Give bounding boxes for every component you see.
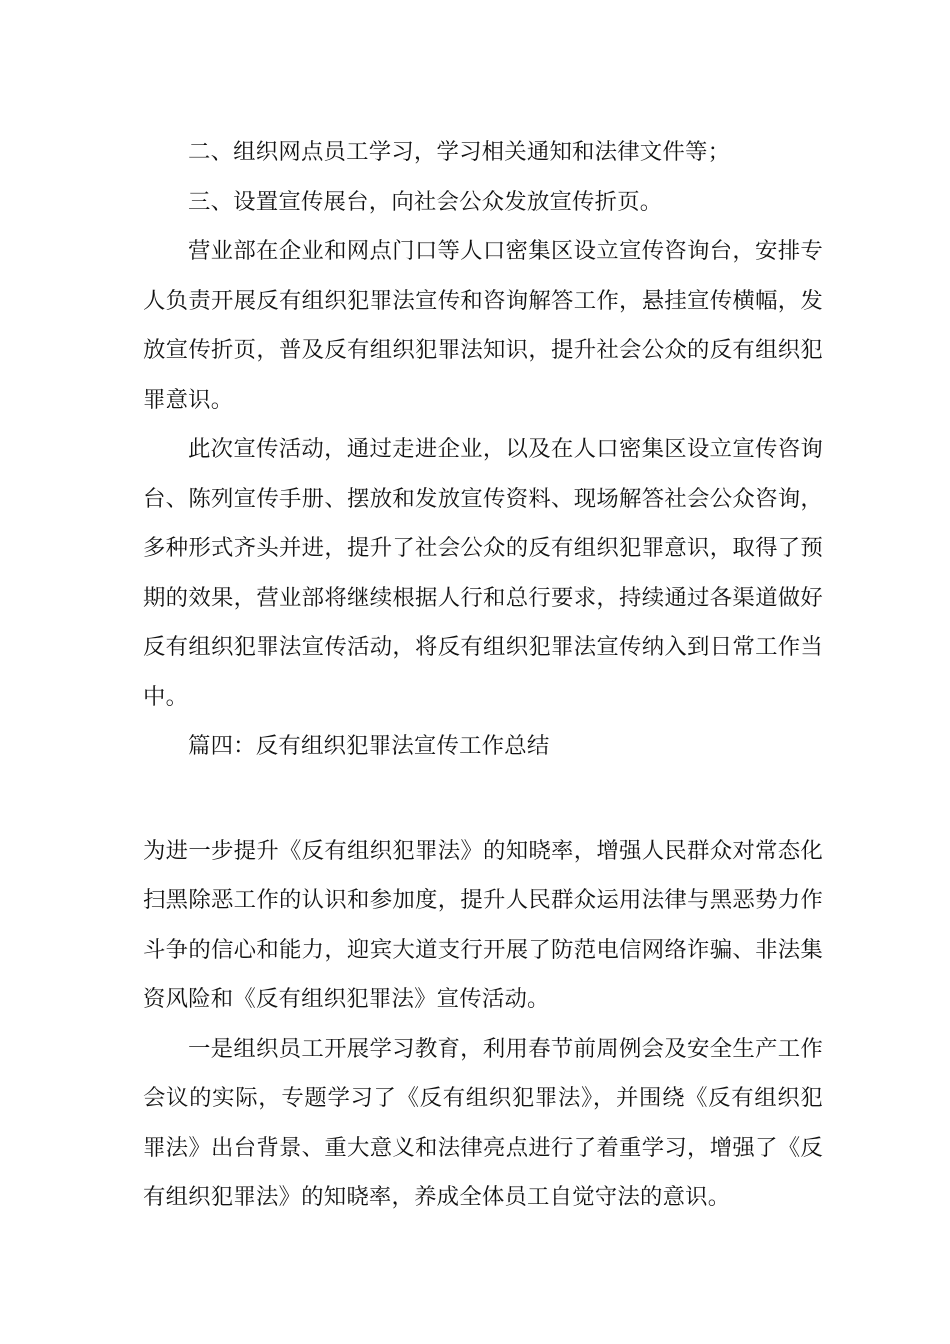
paragraph-campaign-summary: 此次宣传活动，通过走进企业，以及在人口密集区设立宣传咨询台、陈列宣传手册、摆放和发放宣传资料、现场解答社会公众咨询，多种形式齐头并进，提升了社会公众的反有组织犯罪意识，取得了预期的效果，营业部将继续根据人行和总行要求，持续通过各渠道做好反有组织犯罪法宣传活动，将反有组织犯罪法宣传纳入到日常工作当中。 xyxy=(143,436,823,710)
document-body xyxy=(143,128,823,1223)
paragraph-item-two: 二、组织网点员工学习，学习相关通知和法律文件等； xyxy=(188,139,731,165)
paragraph-intro: 为进一步提升《反有组织犯罪法》的知晓率，增强人民群众对常态化扫黑除恶工作的认识和参加度，提升人民群众运用法律与黑恶势力作斗争的信心和能力，迎宾大道支行开展了防范电信网络诈骗、非法集资风险和《反有组织犯罪法》宣传活动。 xyxy=(143,837,823,1012)
section-spacer xyxy=(143,772,823,827)
paragraph-item-three: 三、设置宣传展台，向社会公众发放宣传折页。 xyxy=(188,188,663,215)
section-heading: 篇四：反有组织犯罪法宣传工作总结 xyxy=(188,733,550,759)
paragraph-business-department: 营业部在企业和网点门口等人口密集区设立宣传咨询台，安排专人负责开展反有组织犯罪法宣传和咨询解答工作，悬挂宣传横幅，发放宣传折页，普及反有组织犯罪法知识，提升社会公众的反有组织犯罪意识。 xyxy=(143,238,823,413)
paragraph-first-measure: 一是组织员工开展学习教育，利用春节前周例会及安全生产工作会议的实际，专题学习了《反有组织犯罪法》，并围绕《反有组织犯罪法》出台背景、重大意义和法律亮点进行了着重学习，增强了《反有组织犯罪法》的知晓率，养成全体员工自觉守法的意识。 xyxy=(143,1035,823,1210)
